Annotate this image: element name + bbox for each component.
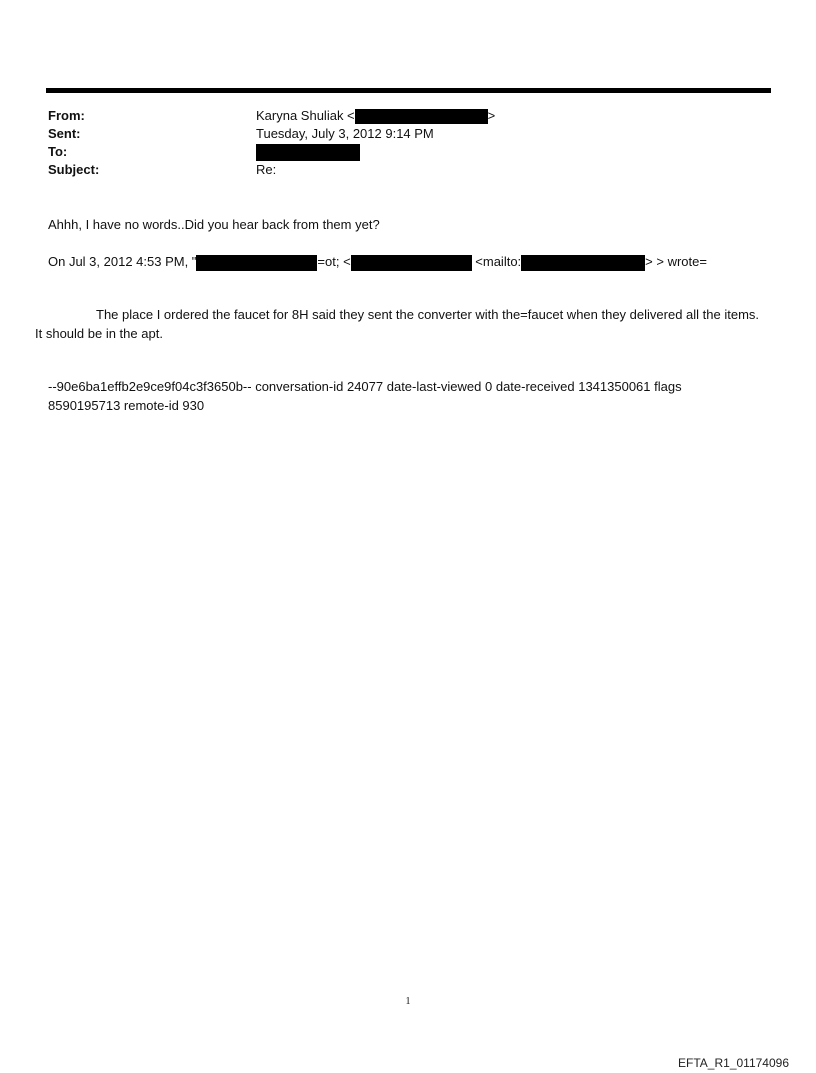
from-end: > [487,108,496,123]
sent-value: Tuesday, July 3, 2012 9:14 PM [256,126,434,141]
page-number: 1 [405,996,411,1007]
redaction-box [256,144,360,161]
redaction-box [196,255,317,271]
to-value [256,143,360,161]
from-name: Karyna Shuliak < [256,108,355,123]
quote-end: > > wrote= [645,254,707,269]
to-row [48,143,768,161]
message-line: Ahhh, I have no words..Did you hear back from them yet? [48,217,380,232]
from-row [48,107,768,125]
quote-mid2: <mailto: [471,254,522,269]
quote-mid1: =ot; < [317,254,351,269]
subject-label: Subject: [48,162,100,177]
from-value [256,107,495,125]
quote-prefix: On Jul 3, 2012 4:53 PM, " [48,254,197,269]
redaction-box [521,255,645,271]
document-id: EFTA_R1_01174096 [678,1056,789,1070]
sent-label: Sent: [48,126,81,141]
from-label: From: [48,108,85,123]
redaction-box [351,255,472,271]
quoted-text: The place I ordered the faucet for 8H said they sent the converter with the=faucet when they delivered all the items. It should be in the apt. [35,307,760,341]
to-label: To: [48,144,68,159]
quoted-paragraph [35,305,765,343]
redaction-box [355,109,488,124]
quote-attribution [48,252,707,271]
header-rule [46,88,771,93]
email-header [48,107,768,179]
metadata-line: --90e6ba1effb2e9ce9f04c3f3650b-- conversation-id 24077 date-last-viewed 0 date-received 1341350061 flags 8590195713 remote-id 930 [48,379,682,413]
subject-row [48,161,768,179]
subject-value: Re: [256,162,277,177]
sent-row [48,125,768,143]
